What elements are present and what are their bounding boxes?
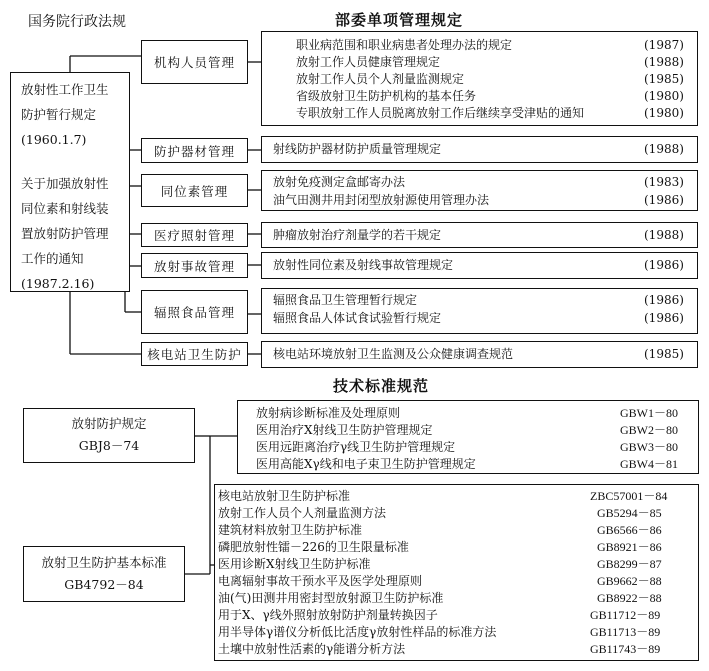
standard-code: GB11743－89 — [590, 642, 661, 656]
regulation-year: (1988) — [644, 142, 684, 156]
regulation-year: (1986) — [644, 258, 684, 272]
ministerial-header: 部委单项管理规定 — [335, 11, 464, 29]
standard-item: 磷肥放射性镭－226的卫生限量标准 — [218, 540, 409, 554]
standard-item: 用半导体γ谱仪分析低比活度γ放射性样品的标准方法 — [218, 625, 497, 639]
standard-item: 放射工作人员个人剂量监测方法 — [218, 506, 387, 520]
category-box-food: 辐照食品管理 — [141, 290, 248, 334]
regulation-year: (1985) — [644, 347, 684, 361]
category-box-org-personnel: 机构人员管理 — [141, 40, 248, 84]
standard-item: 油(气)田测井用密封型放射源卫生防护标准 — [218, 591, 444, 605]
standard-code: GB9662－88 — [597, 574, 662, 588]
category-box-equipment: 防护器材管理 — [141, 138, 248, 163]
regulation-item: 职业病范围和职业病患者处理办法的规定 — [296, 38, 513, 52]
category-box-isotope: 同位素管理 — [141, 174, 248, 207]
state-council-header: 国务院行政法规 — [28, 14, 126, 30]
standard-item: 医用治疗X射线卫生防护管理规定 — [256, 423, 433, 437]
category-box-accident: 放射事故管理 — [141, 253, 248, 278]
regulation-year: (1988) — [644, 228, 684, 242]
regulation-year: (1986) — [644, 193, 684, 207]
standard-code: GBW4－81 — [620, 457, 678, 471]
standard-code: GB6566－86 — [597, 523, 662, 537]
regulation-item: 辐照食品卫生管理暂行规定 — [273, 293, 418, 307]
source-regulations-box — [10, 72, 130, 292]
technical-header: 技术标准规范 — [333, 377, 430, 395]
regulation-item: 放射工作人员个人剂量监测规定 — [296, 72, 465, 86]
regulation-item: 射线防护器材防护质量管理规定 — [273, 142, 442, 156]
standard-code: GB5294－85 — [597, 506, 662, 520]
regulation-item: 放射工作人员健康管理规定 — [296, 55, 441, 69]
standard-code: GB11713－89 — [590, 625, 661, 639]
category-box-nuclear: 核电站卫生防护 — [141, 342, 248, 366]
regulation-year: (1983) — [644, 175, 684, 189]
regulation-item: 辐照食品人体试食试验暂行规定 — [273, 311, 442, 325]
regulation-year: (1985) — [644, 72, 684, 86]
standard-item: 用于X、γ线外照射放射防护剂量转换因子 — [218, 608, 438, 622]
standard-code: GB8922－88 — [597, 591, 662, 605]
standard-item: 医用诊断X射线卫生防护标准 — [218, 557, 371, 571]
regulation-year: (1986) — [644, 311, 684, 325]
standard-box-gbj8: 放射防护规定 GBJ8－74 — [23, 408, 195, 463]
regulation-year: (1986) — [644, 293, 684, 307]
regulation-item: 油气田测井用封闭型放射源使用管理办法 — [273, 193, 490, 207]
standard-code: ZBC57001－84 — [590, 489, 668, 503]
standard-item: 放射病诊断标准及处理原则 — [256, 406, 401, 420]
regulation-item: 专职放射工作人员脱离放射工作后继续享受津贴的通知 — [296, 106, 585, 120]
category-box-medical: 医疗照射管理 — [141, 223, 248, 247]
source-doc-2: 关于加强放射性 同位素和射线装 置放射防护管理 工作的通知 (1987.2.16) — [21, 176, 109, 291]
regulation-item: 省级放射卫生防护机构的基本任务 — [296, 89, 477, 103]
standard-code: GB8921－86 — [597, 540, 662, 554]
standard-code: GB11712－89 — [590, 608, 661, 622]
standard-item: 建筑材料放射卫生防护标准 — [218, 523, 363, 537]
regulation-year: (1987) — [644, 38, 684, 52]
standard-box-gb4792: 放射卫生防护基本标准 GB4792－84 — [23, 546, 185, 602]
regulation-item: 肿瘤放射治疗剂量学的若干规定 — [273, 228, 442, 242]
standard-item: 医用高能Xγ线和电子束卫生防护管理规定 — [256, 457, 476, 471]
standard-code: GBW1－80 — [620, 406, 678, 420]
standard-item: 医用远距离治疗γ线卫生防护管理规定 — [256, 440, 456, 454]
source-doc-1: 放射性工作卫生 防护暂行规定 (1960.1.7) — [21, 82, 109, 147]
regulation-item: 核电站环境放射卫生监测及公众健康调查规范 — [273, 347, 514, 361]
regulation-year: (1980) — [644, 89, 684, 103]
standard-item: 电离辐射事故干预水平及医学处理原则 — [218, 574, 423, 588]
standard-item: 土壤中放射性活素的γ能谱分析方法 — [218, 642, 406, 656]
standard-item: 核电站放射卫生防护标准 — [218, 489, 351, 503]
regulation-item: 放射免疫测定盒邮寄办法 — [273, 175, 406, 189]
standard-code: GB8299－87 — [597, 557, 662, 571]
standard-code: GBW2－80 — [620, 423, 678, 437]
regulation-year: (1988) — [644, 55, 684, 69]
standard-code: GBW3－80 — [620, 440, 678, 454]
regulation-year: (1980) — [644, 106, 684, 120]
regulation-item: 放射性同位素及射线事故管理规定 — [273, 258, 454, 272]
